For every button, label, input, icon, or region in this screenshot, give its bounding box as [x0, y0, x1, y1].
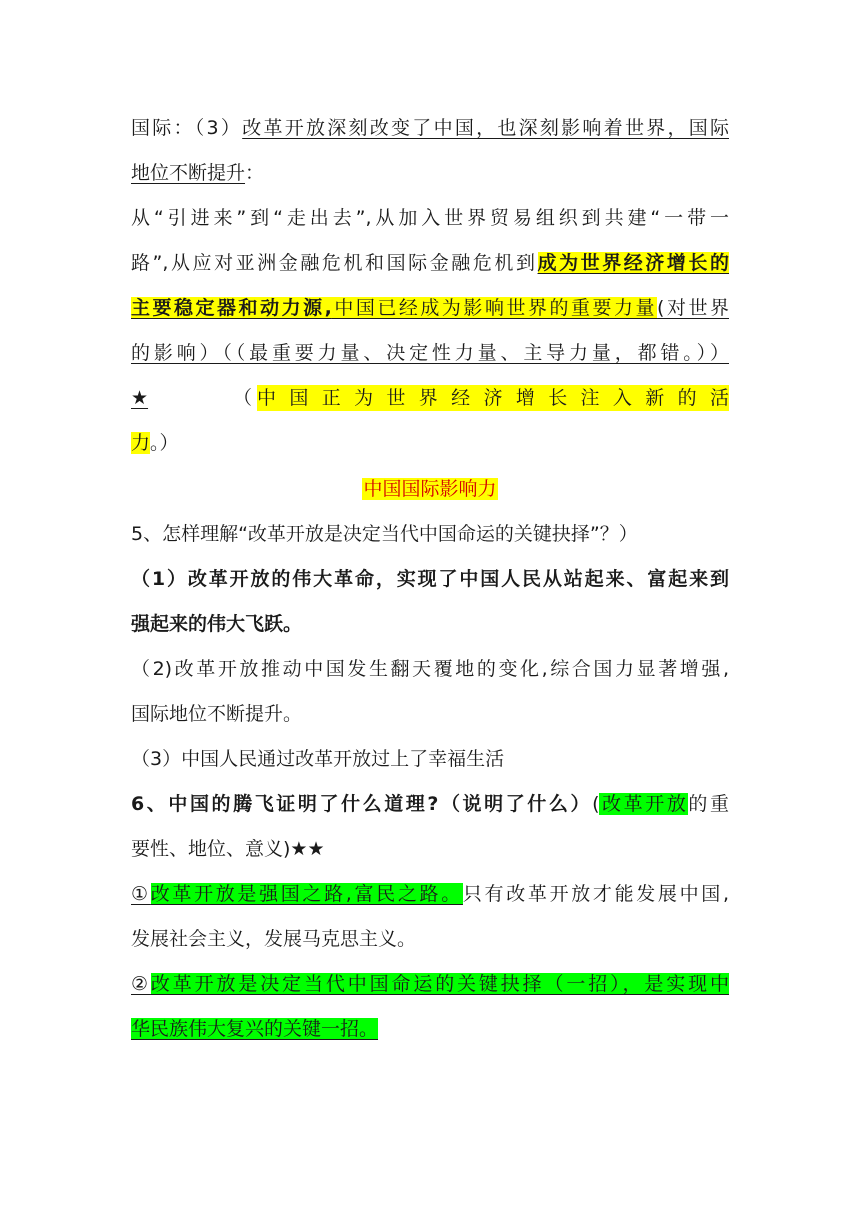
q6-answer-1-number: ① — [131, 883, 151, 905]
q6-answer-2-line-2 — [131, 1016, 729, 1042]
open-paren: （ — [233, 387, 253, 409]
q5-point-3 — [131, 746, 729, 772]
q6-open-paren: ( — [592, 793, 600, 815]
intl-point-3-text: 改革开放深刻改变了中国，也深刻影响着世界，国际 — [242, 117, 729, 139]
q5-point-2-line-2 — [131, 701, 729, 727]
highlight-new-vitality: 中国正为世界经济增长注入新的活 — [257, 387, 729, 409]
intl-line-3 — [131, 205, 729, 231]
q6-answer-1-cont: 发展社会主义，发展马克思主义。 — [131, 928, 417, 950]
highlight-reform: 改革开放 — [599, 793, 689, 815]
q5-point-2-line-1 — [131, 656, 729, 682]
highlight-new-vitality-cont: 力 — [131, 432, 151, 454]
q6-answer-1-line-1 — [131, 881, 729, 907]
intl-influence-label: 中国国际影响力 — [363, 478, 497, 500]
intl-impact-note-cont: 的影响）（（最重要力量、决定性力量、主导力量，都错。）） — [131, 342, 729, 364]
highlight-answer-2-cont: 华民族伟大复兴的关键一招。 — [131, 1018, 379, 1040]
q6-answer-1-tail: 只有改革开放才能发展中国, — [462, 883, 729, 905]
intl-explanation: 从“引进来”到“走出去”,从加入世界贸易组织到共建“一带一 — [131, 207, 729, 229]
q5-point-1-line-2 — [131, 611, 729, 637]
intl-impact-note: (对世界 — [657, 297, 729, 319]
highlight-answer-2: 改革开放是决定当代中国命运的关键抉择（一招），是实现中 — [150, 973, 729, 995]
intl-line-6 — [131, 340, 729, 366]
intl-line-8 — [131, 430, 729, 456]
intl-line-2 — [131, 160, 729, 186]
intl-line-4 — [131, 250, 729, 276]
intl-line-7 — [131, 385, 729, 411]
q6-title-line-1 — [131, 791, 729, 817]
q6-title-tail: 的重 — [688, 793, 729, 815]
q5-title-text: 5、怎样理解“改革开放是决定当代中国命运的关键抉择”？） — [131, 523, 638, 545]
star-mark: ★ — [131, 387, 149, 409]
q5-point-1-line-1 — [131, 566, 729, 592]
q6-answer-1-line-2 — [131, 926, 729, 952]
highlight-stabilizer-cont: 主要稳定器和动力源, — [131, 297, 332, 319]
q6-title-text: 6、中国的腾飞证明了什么道理?（说明了什么） — [131, 793, 593, 815]
close-paren: 。） — [150, 432, 179, 454]
intl-line-5 — [131, 295, 729, 321]
center-label-line — [131, 476, 729, 502]
q5-point-1-text-cont: 强起来的伟大飞跃。 — [131, 613, 303, 635]
q5-point-3-text: （3）中国人民通过改革开放过上了幸福生活 — [131, 748, 505, 770]
q6-answer-2-number: ② — [131, 973, 151, 995]
q6-title-cont: 要性、地位、意义)★★ — [131, 838, 325, 860]
q6-title-line-2 — [131, 836, 729, 862]
intl-colon: ： — [245, 162, 265, 184]
q5-point-2-text-cont: 国际地位不断提升。 — [131, 703, 303, 725]
q5-title — [131, 521, 729, 547]
intl-line-1 — [131, 115, 729, 141]
q5-point-2-text: （2)改革开放推动中国发生翻天覆地的变化,综合国力显著增强, — [131, 658, 729, 680]
highlight-important-force: 中国已经成为影响世界的重要力量 — [331, 297, 658, 319]
intl-explanation-cont: 路”,从应对亚洲金融危机和国际金融危机到 — [131, 252, 538, 274]
highlight-answer-1: 改革开放是强国之路,富民之路。 — [150, 883, 463, 905]
intl-prefix: 国际：（3） — [131, 117, 243, 139]
q5-point-1-text: （1）改革开放的伟大革命，实现了中国人民从站起来、富起来到 — [131, 568, 729, 590]
intl-point-3-text-cont: 地位不断提升 — [131, 162, 246, 184]
q6-answer-2-line-1 — [131, 971, 729, 997]
highlight-stabilizer: 成为世界经济增长的 — [537, 252, 729, 274]
